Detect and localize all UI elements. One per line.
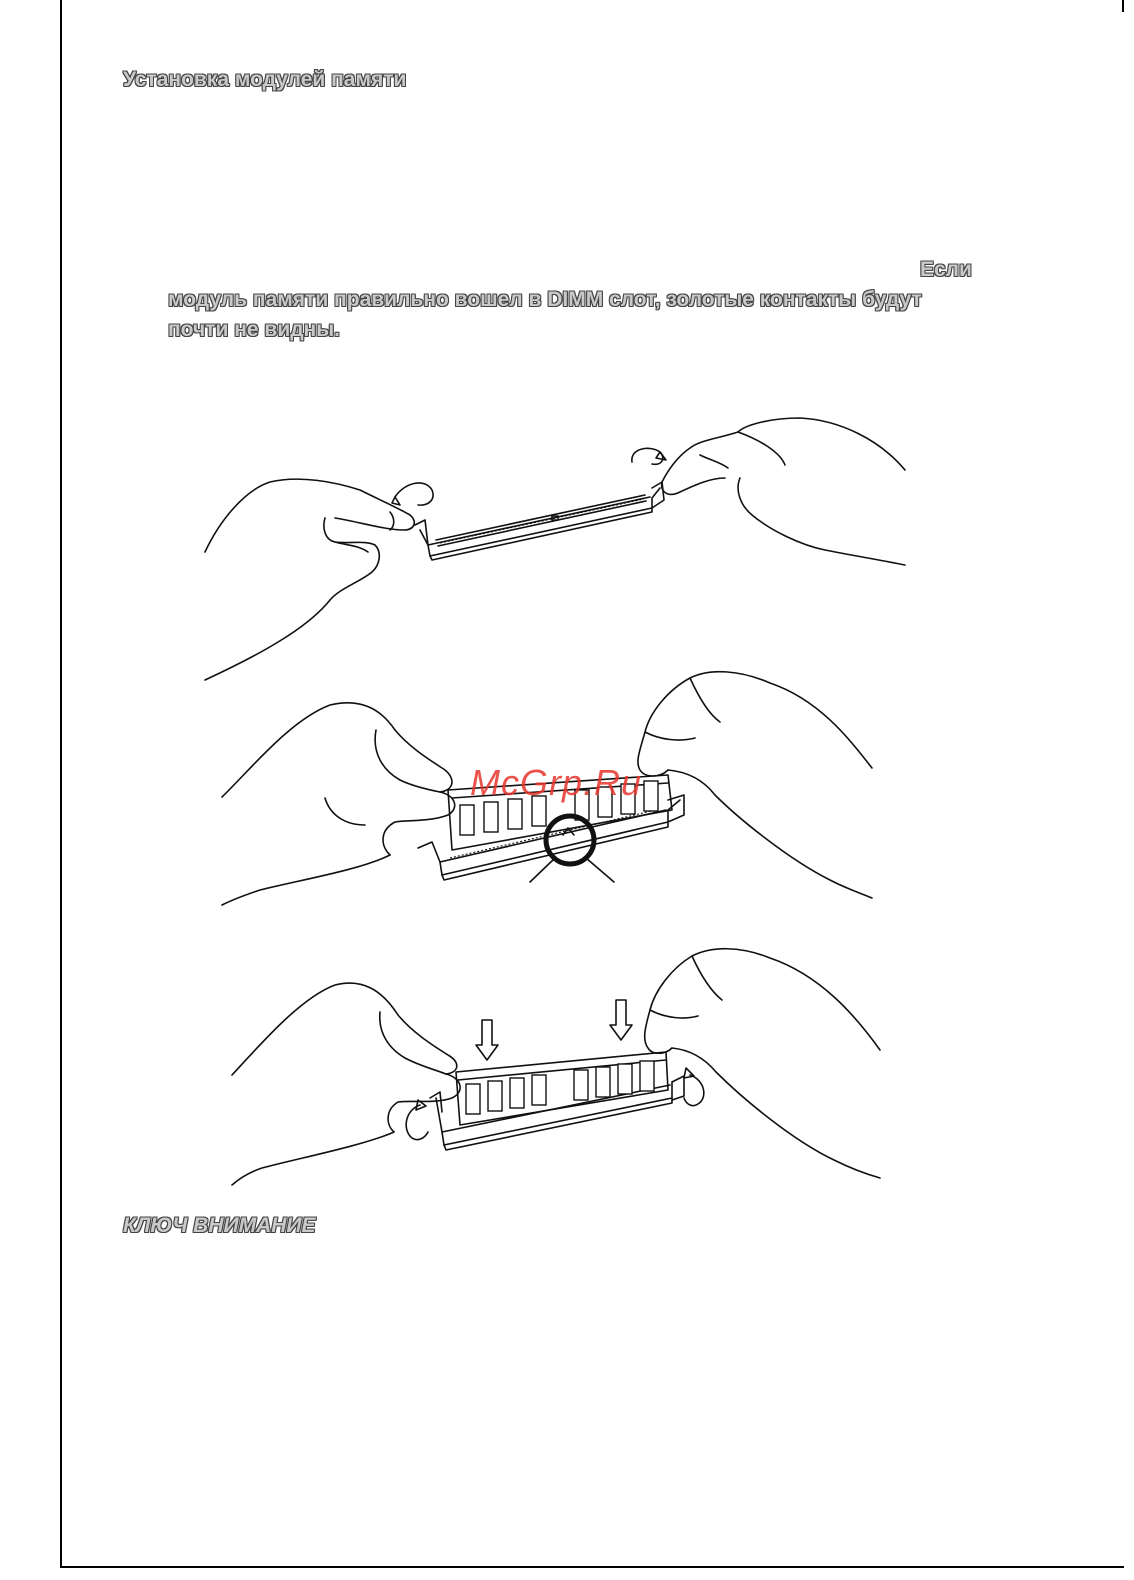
dimm-slot-1 [415,482,664,560]
left-hand-3 [232,983,460,1185]
page-title: Установка модулей памяти [123,68,407,91]
warning-heading: КЛЮЧ ВНИМАНИЕ [123,1214,316,1237]
right-hand-1 [632,418,905,565]
press-down-arrow-left-icon [476,1020,498,1060]
figure-open-latches-icon [205,418,905,680]
paragraph-line-2: почти не видны. [168,318,341,341]
paragraph-first-word: Если [920,258,972,281]
figure-press-down-icon [232,949,880,1185]
watermark: McGrp.Ru [470,762,643,803]
clip-close-arrow-left-icon [406,1100,428,1140]
press-down-arrow-right-icon [610,1000,632,1040]
left-hand-2 [222,703,455,905]
clip-close-arrow-right-icon [684,1068,704,1106]
paragraph-line-1: модуль памяти правильно вошел в DIMM слот, золотые контакты будут [168,288,922,311]
left-hand-1 [205,479,433,680]
right-hand-3 [645,949,880,1178]
right-hand-2 [638,672,872,898]
memory-module-3 [456,1052,668,1125]
